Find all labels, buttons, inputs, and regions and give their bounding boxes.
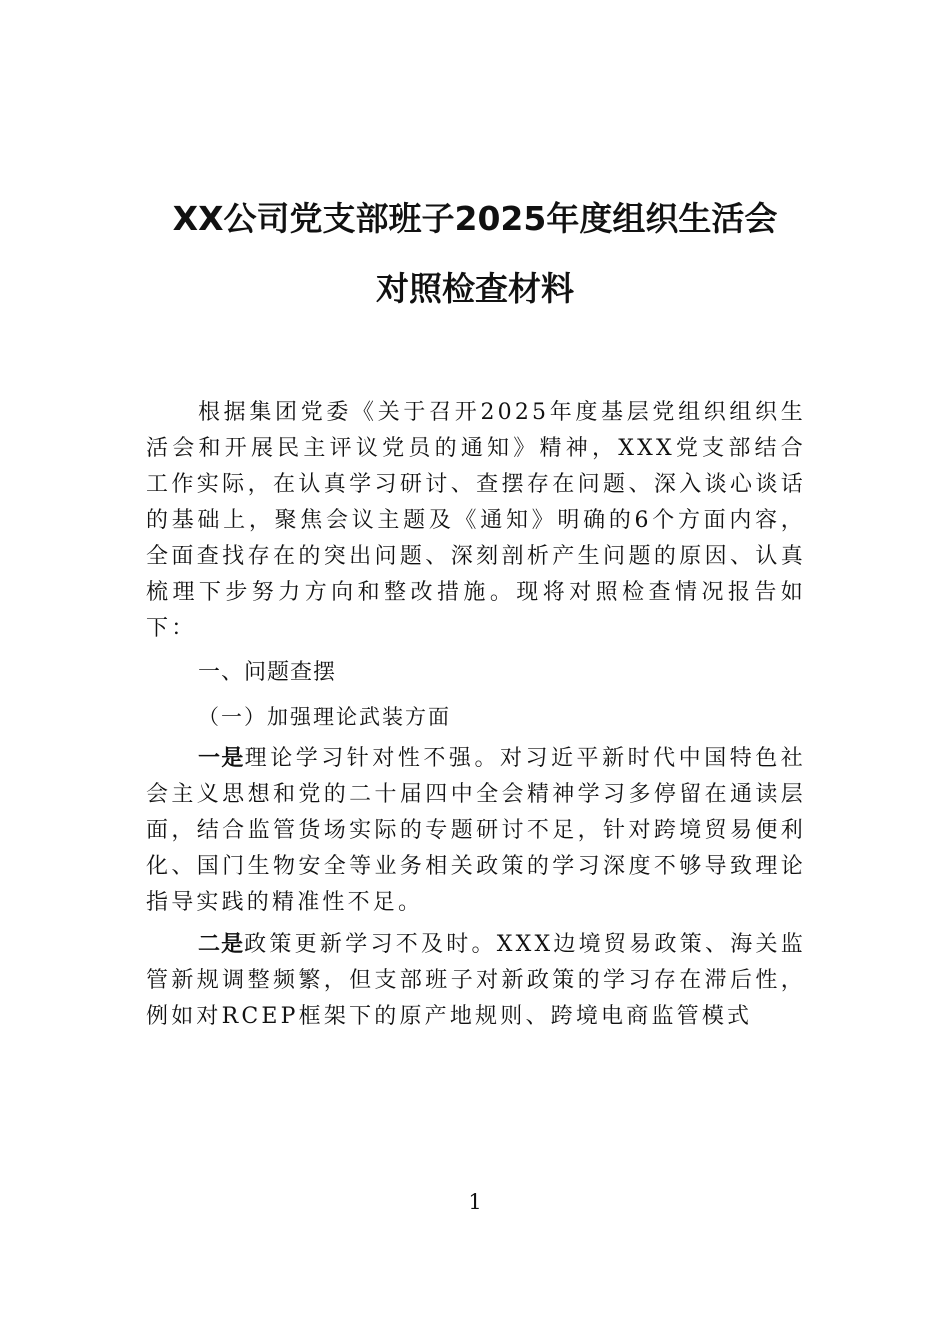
document-title-line-1: XX公司党支部班子2025年度组织生活会 [172, 199, 778, 238]
issue-lead-1: 一是 [198, 746, 245, 771]
issue-paragraph-1 [146, 741, 806, 921]
document-body [146, 395, 806, 1041]
section-heading: 一、问题查摆 [198, 660, 337, 685]
page-number: 1 [468, 1190, 482, 1214]
intro-paragraph: 根据集团党委《关于召开2025年度基层党组织组织生活会和开展民主评议党员的通知》精神，XXX党支部结合工作实际，在认真学习研讨、查摆存在问题、深入谈心谈话的基础上，聚焦会议主题及《通知》明确的6个方面内容，全面查找存在的突出问题、深刻剖析产生问题的原因、认真梳理下步努力方向和整改措施。现将对照检查情况报告如下： [146, 400, 806, 641]
issue-lead-2: 二是 [198, 932, 245, 957]
subsection-heading: （一）加强理论武装方面 [198, 705, 451, 729]
issue-paragraph-2 [146, 927, 806, 1035]
document-title-line-2: 对照检查材料 [376, 269, 574, 308]
issue-text-1: 理论学习针对性不强。对习近平新时代中国特色社会主义思想和党的二十届四中全会精神学习多停留在通读层面，结合监管货场实际的专题研讨不足，针对跨境贸易便利化、国门生物安全等业务相关政策的学习深度不够导致理论指导实践的精准性不足。 [146, 746, 806, 915]
issue-text-2: 政策更新学习不及时。XXX边境贸易政策、海关监管新规调整频繁，但支部班子对新政策的学习存在滞后性，例如对RCEP框架下的原产地规则、跨境电商监管模式 [146, 932, 806, 1029]
